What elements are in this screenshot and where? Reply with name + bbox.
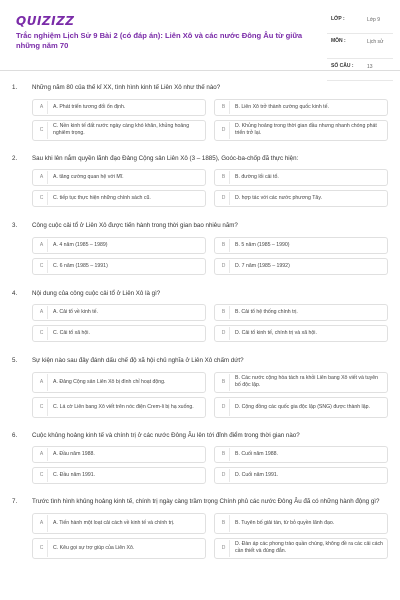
question-header — [12, 498, 388, 507]
option-letter: A — [36, 171, 48, 184]
options-grid — [32, 237, 388, 275]
answer-option-a[interactable] — [32, 169, 206, 186]
option-text: B. Cải tổ hệ thống chính trị. — [235, 309, 298, 316]
question-5 — [12, 357, 388, 418]
option-text: A. Đầu năm 1988. — [53, 451, 95, 458]
option-letter: D — [218, 540, 230, 557]
option-letter: D — [218, 122, 230, 139]
option-text: A. 4 năm (1985 – 1989) — [53, 241, 108, 248]
meta-value: Lớp 9 — [367, 17, 381, 23]
option-text: C. Cải tổ xã hội. — [53, 330, 90, 337]
meta-label: MÔN : — [331, 38, 346, 44]
question-number: 1. — [12, 84, 18, 91]
quizizz-logo: QUIZIZZ — [16, 14, 75, 28]
answer-option-d[interactable] — [214, 190, 388, 207]
option-letter: B — [218, 448, 230, 461]
options-grid — [32, 169, 388, 207]
answer-option-c[interactable] — [32, 258, 206, 275]
answer-option-a[interactable] — [32, 513, 206, 534]
answer-option-d[interactable] — [214, 467, 388, 484]
meta-label: LỚP : — [331, 16, 345, 22]
question-text: Công cuộc cải tổ ở Liên Xô được tiến hành trong thời gian bao nhiêu năm? — [32, 222, 238, 229]
meta-row-count — [327, 63, 393, 81]
question-header — [12, 222, 388, 231]
option-text: D. Cuối năm 1991. — [235, 472, 279, 479]
question-header — [12, 432, 388, 441]
option-text: D. Cộng đồng các quốc gia độc lập (SNG) được thành lập. — [235, 403, 370, 410]
question-list — [0, 84, 400, 559]
question-text: Sự kiện nào sau đây đánh dấu chế độ xã hội chủ nghĩa ở Liên Xô chấm dứt? — [32, 357, 244, 364]
question-3 — [12, 222, 388, 275]
answer-option-a[interactable] — [32, 372, 206, 393]
meta-value: Lịch sử — [367, 39, 384, 45]
answer-option-c[interactable] — [32, 397, 206, 418]
option-text: B. Tuyên bố giải tán, từ bỏ quyền lãnh đạo. — [235, 519, 335, 526]
question-text: Sau khi lên nắm quyền lãnh đạo Đảng Cộng sản Liên Xô (3 – 1885), Goóc-ba-chốp đã thực hiện: — [32, 154, 299, 162]
answer-option-d[interactable] — [214, 538, 388, 559]
answer-option-b[interactable] — [214, 99, 388, 116]
question-header — [12, 84, 388, 93]
answer-option-a[interactable] — [32, 237, 206, 254]
question-header — [12, 290, 388, 299]
option-letter: A — [36, 239, 48, 252]
option-letter: D — [218, 260, 230, 273]
question-header — [12, 155, 388, 164]
option-letter: C — [36, 122, 48, 139]
question-number: 2. — [12, 154, 18, 162]
option-letter: D — [218, 399, 230, 416]
option-text: C. Kêu gọi sự trợ giúp của Liên Xô. — [53, 544, 135, 551]
option-letter: B — [218, 306, 230, 319]
question-number: 3. — [12, 222, 18, 229]
answer-option-b[interactable] — [214, 513, 388, 534]
option-text: D. 7 năm (1985 – 1992) — [235, 262, 290, 269]
option-letter: C — [36, 192, 48, 205]
meta-label: SỐ CÂU : — [331, 63, 354, 69]
question-number: 4. — [12, 289, 18, 297]
answer-option-c[interactable] — [32, 325, 206, 342]
answer-option-d[interactable] — [214, 325, 388, 342]
option-text: A. Đảng Cộng sản Liên Xô bị đình chỉ hoạt động. — [53, 378, 166, 385]
option-text: D. Khủng hoảng trong thời gian đầu nhưng nhanh chóng phát triển trở lại. — [235, 123, 377, 136]
question-1 — [12, 84, 388, 141]
option-text: C. 6 năm (1985 – 1991) — [53, 262, 108, 269]
option-text: B. 5 năm (1985 – 1990) — [235, 241, 290, 248]
option-letter: B — [218, 515, 230, 532]
option-letter: A — [36, 101, 48, 114]
answer-option-d[interactable] — [214, 397, 388, 418]
meta-row-subject — [327, 38, 393, 59]
option-letter: B — [218, 101, 230, 114]
option-text: B. Liên Xô trở thành cường quốc kinh tế. — [235, 103, 329, 110]
question-text: Cuộc khủng hoảng kinh tế và chính trị ở các nước Đông Âu lên tới đỉnh điểm trong thời gian nào? — [32, 431, 300, 439]
answer-option-d[interactable] — [214, 258, 388, 275]
option-text: D. Cải tổ kinh tế, chính trị và xã hội. — [235, 330, 317, 337]
option-text: C. tiếp tục thực hiện những chính sách cũ. — [53, 195, 151, 202]
question-text: Trước tình hình khủng hoảng kinh tế, chính trị ngày càng trầm trọng Chính phủ các nước Đông Âu đã có những hành động gì? — [32, 498, 380, 505]
answer-option-d[interactable] — [214, 120, 388, 141]
option-letter: C — [36, 399, 48, 416]
meta-box — [327, 16, 393, 85]
option-letter: A — [36, 374, 48, 391]
answer-option-a[interactable] — [32, 446, 206, 463]
options-grid — [32, 304, 388, 342]
option-text: B. đường lối cải tổ. — [235, 174, 279, 181]
option-letter: D — [218, 469, 230, 482]
option-text: C. Lá cờ Liên bang Xô viết trên nóc điện Crem-li bị hạ xuống. — [53, 403, 194, 410]
option-text: D. hợp tác với các nước phương Tây. — [235, 195, 322, 202]
question-text: Nội dung của công cuộc cải tổ ở Liên Xô là gì? — [32, 289, 161, 297]
option-text: A. Tiến hành một loạt cải cách về kinh tế và chính trị. — [53, 519, 175, 526]
answer-option-c[interactable] — [32, 120, 206, 141]
option-letter: C — [36, 327, 48, 340]
option-letter: D — [218, 327, 230, 340]
option-text: B. Cuối năm 1988. — [235, 451, 278, 458]
option-letter: A — [36, 306, 48, 319]
question-7 — [12, 498, 388, 559]
option-text: A. tăng cường quan hệ với Mĩ. — [53, 174, 124, 181]
question-number: 6. — [12, 431, 18, 439]
option-letter: B — [218, 171, 230, 184]
meta-value: 13 — [367, 64, 373, 70]
question-text: Những năm 80 của thế kỉ XX, tình hình kinh tế Liên Xô như thế nào? — [32, 84, 221, 91]
option-letter: C — [36, 540, 48, 557]
question-number: 5. — [12, 357, 18, 364]
option-text: A. Phát triển tương đối ổn định. — [53, 103, 126, 110]
option-letter: B — [218, 239, 230, 252]
options-grid — [32, 99, 388, 141]
options-grid — [32, 513, 388, 559]
option-letter: A — [36, 515, 48, 532]
question-number: 7. — [12, 498, 18, 505]
answer-option-c[interactable] — [32, 190, 206, 207]
answer-option-b[interactable] — [214, 304, 388, 321]
answer-option-b[interactable] — [214, 446, 388, 463]
answer-option-b[interactable] — [214, 169, 388, 186]
option-letter: B — [218, 374, 230, 391]
option-letter: A — [36, 448, 48, 461]
question-4 — [12, 290, 388, 343]
option-text: A. Cải tổ về kinh tế. — [53, 309, 98, 316]
worksheet-title: Trắc nghiệm Lịch Sử 9 Bài 2 (có đáp án): Liên Xô và các nước Đông Âu từ giữa những năm 70 — [16, 31, 303, 50]
option-text: C. Đầu năm 1991. — [53, 472, 96, 479]
option-letter: C — [36, 469, 48, 482]
answer-option-c[interactable] — [32, 467, 206, 484]
option-letter: C — [36, 260, 48, 273]
options-grid — [32, 372, 388, 418]
option-text: D. Đàn áp các phong trào quần chúng, không đề ra các cải cách cần thiết và đúng đắn. — [235, 541, 383, 554]
answer-option-c[interactable] — [32, 538, 206, 559]
question-header — [12, 357, 388, 366]
answer-option-a[interactable] — [32, 304, 206, 321]
option-letter: D — [218, 192, 230, 205]
meta-row-class — [327, 16, 393, 34]
answer-option-a[interactable] — [32, 99, 206, 116]
options-grid — [32, 446, 388, 484]
question-2 — [12, 155, 388, 208]
question-6 — [12, 432, 388, 485]
answer-option-b[interactable] — [214, 372, 388, 393]
worksheet-header — [0, 0, 400, 71]
answer-option-b[interactable] — [214, 237, 388, 254]
option-text: B. Các nước cộng hòa tách ra khỏi Liên bang Xô viết và tuyên bố độc lập. — [235, 375, 378, 388]
option-text: C. Nền kinh tế đất nước ngày càng khó khăn, khủng hoảng nghiêm trọng. — [53, 123, 190, 136]
